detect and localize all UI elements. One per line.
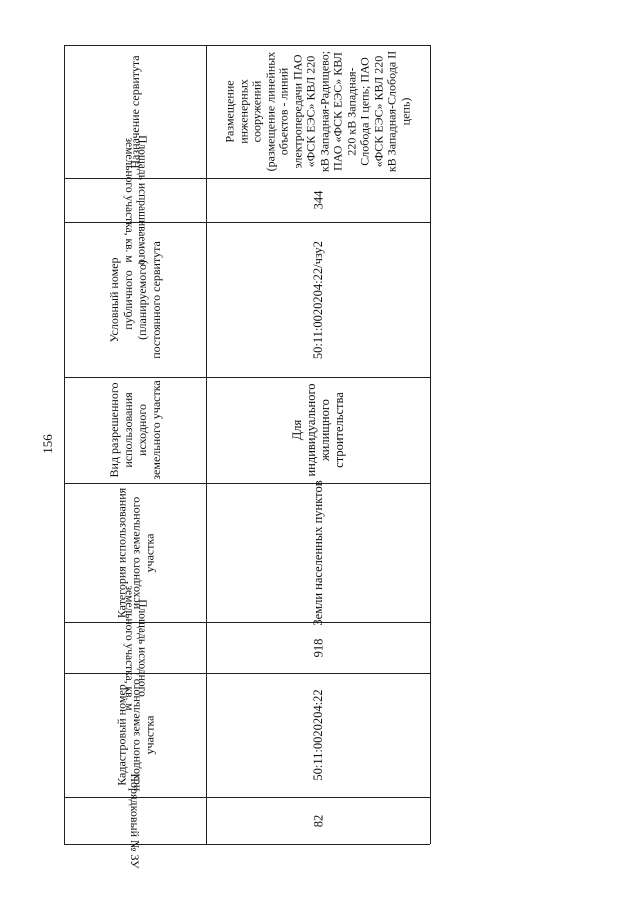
- header-category: Категория использования исходного земельного участка: [114, 487, 156, 618]
- cell-area: 918: [311, 638, 325, 657]
- cell-row-number: 82: [311, 814, 325, 827]
- header-purpose: Назначение сервитута: [128, 54, 142, 169]
- table-border-right: [430, 45, 431, 844]
- cell-purpose: Размещение инженерных сооружений (размещение линейных объектов - линий электропередачи ПАО «ФСК ЕЭС» КВЛ 220 кВ Западная-Радищево; ПАО «ФСК ЕЭС» КВЛ 220 кВ Западная-Слобода I цепь; ПАО «ФСК ЕЭС» КВЛ 220 кВ Западная-Слобода II цепь): [222, 50, 412, 173]
- header-requested-area: Площадь испрашиваемого земельного участка, кв. м: [123, 135, 148, 265]
- page-number: 156: [39, 434, 55, 454]
- header-cadastral: Кадастровый номер исходного земельного участка: [114, 678, 156, 792]
- cell-permitted-use: Для индивидуального жилищного строительства: [290, 383, 346, 477]
- header-servitude-id: Условный номер публичного (планируемого) постоянного сервитута: [107, 240, 163, 359]
- cell-category: Земли населенных пунктов: [311, 479, 325, 626]
- cell-cadastral: 50:11:0020204:22: [311, 689, 325, 781]
- header-area: Площадь исходного земельного участка, кв. м: [123, 584, 148, 711]
- header-permitted-use: Вид разрешенного использования исходного земельного участка: [107, 380, 163, 480]
- cell-servitude-id: 50:11:0020204:22/чзу2: [311, 240, 325, 359]
- table-border-bottom: [64, 844, 430, 845]
- header-row-number: Порядковый № ЗУ: [128, 772, 142, 869]
- cell-requested-area: 344: [311, 190, 325, 210]
